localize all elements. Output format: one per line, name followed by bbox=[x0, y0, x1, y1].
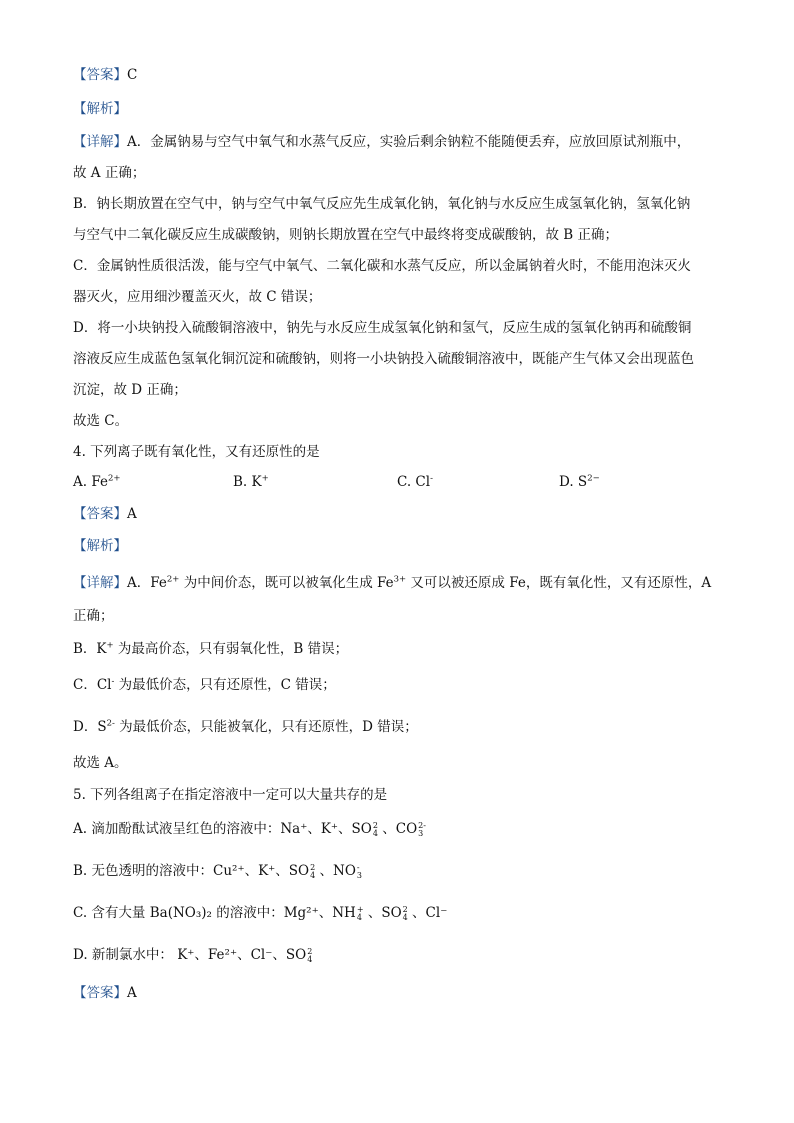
q4-answer: 【答案】A bbox=[73, 506, 137, 522]
q4-conclusion: 故选 A。 bbox=[73, 755, 128, 771]
q4-line-b: B．K+ 为最高价态，只有弱氧化性，B 错误； bbox=[73, 640, 349, 657]
q3-analysis-tag: 【解析】 bbox=[73, 101, 127, 117]
q4-stem: 4. 下列离子既有氧化性，又有还原性的是 bbox=[73, 444, 320, 460]
q4-line-c: C．Cl- 为最低价态，只有还原性，C 错误； bbox=[73, 676, 336, 693]
q3-line-7: D．将一小块钠投入硫酸铜溶液中，钠先与水反应生成氢氧化钠和氢气，反应生成的氢氧化钠再和硫酸铜 bbox=[73, 320, 692, 336]
q5-option-c: C. 含有大量 Ba(NO₃)₂ 的溶液中：Mg²⁺、NH + 4 、SO 2 4 、Cl⁻ bbox=[73, 904, 448, 922]
q4-option-b: B. K+ bbox=[233, 473, 269, 490]
q4-analysis-tag: 【解析】 bbox=[73, 538, 127, 554]
q4-line-d: D．$S^{2-}$ 为最低价态，只能被氧化，只有还原性，D 错误； bbox=[73, 718, 418, 735]
q5-option-a: A. 滴加酚酞试液呈红色的溶液中：Na⁺、K⁺、SO 2 4 、CO 2- 3 bbox=[73, 820, 426, 838]
q4-option-d: D. $S^{2-}$ bbox=[559, 473, 600, 490]
q4-options bbox=[73, 474, 733, 492]
q5-stem: 5. 下列各组离子在指定溶液中一定可以大量共存的是 bbox=[73, 787, 388, 803]
q3-answer: 【答案】C bbox=[73, 67, 138, 83]
q3-conclusion: 故选 C。 bbox=[73, 413, 129, 429]
q5-answer: 【答案】A bbox=[73, 985, 137, 1001]
q5-option-d: D. 新制氯水中： K⁺、Fe²⁺、Cl⁻、SO 2 4 bbox=[73, 946, 313, 964]
q4-line-a: 【详解】A．$Fe^{2+}$ 为中间价态，既可以被氧化生成 $Fe^{3+}$ 又可以被还原成 Fe，既有氧化性，又有还原性，A bbox=[73, 574, 712, 591]
q3-line-6: 器灭火，应用细沙覆盖灭火，故 C 错误； bbox=[73, 289, 322, 305]
q3-line-4: 与空气中二氧化碳反应生成碳酸钠，则钠长期放置在空气中最终将变成碳酸钠，故 B 正确； bbox=[73, 227, 619, 243]
q3-line-9: 沉淀，故 D 正确； bbox=[73, 382, 187, 398]
q3-line-5: C．金属钠性质很活泼，能与空气中氧气、二氧化碳和水蒸气反应，所以金属钠着火时，不能用泡沫灭火 bbox=[73, 258, 691, 274]
q3-line-2: 故 A 正确； bbox=[73, 165, 146, 181]
q5-option-b: B. 无色透明的溶液中：Cu²⁺、K⁺、SO 2 4 、NO - 3 bbox=[73, 862, 362, 880]
q3-line-1: 【详解】A．金属钠易与空气中氧气和水蒸气反应，实验后剩余钠粒不能随便丢弃，应放回原试剂瓶中， bbox=[73, 134, 691, 150]
q4-option-a: A. $Fe^{2+}$ bbox=[73, 473, 121, 490]
q4-option-c: C. Cl- bbox=[397, 473, 433, 490]
q3-line-8: 溶液反应生成蓝色氢氧化铜沉淀和硫酸钠，则将一小块钠投入硫酸铜溶液中，既能产生气体又会出现蓝色 bbox=[73, 351, 694, 367]
q4-line-a-cont: 正确； bbox=[73, 608, 114, 624]
q3-line-3: B．钠长期放置在空气中，钠与空气中氧气反应先生成氧化钠，氧化钠与水反应生成氢氧化钠，氢氧化钠 bbox=[73, 196, 691, 212]
